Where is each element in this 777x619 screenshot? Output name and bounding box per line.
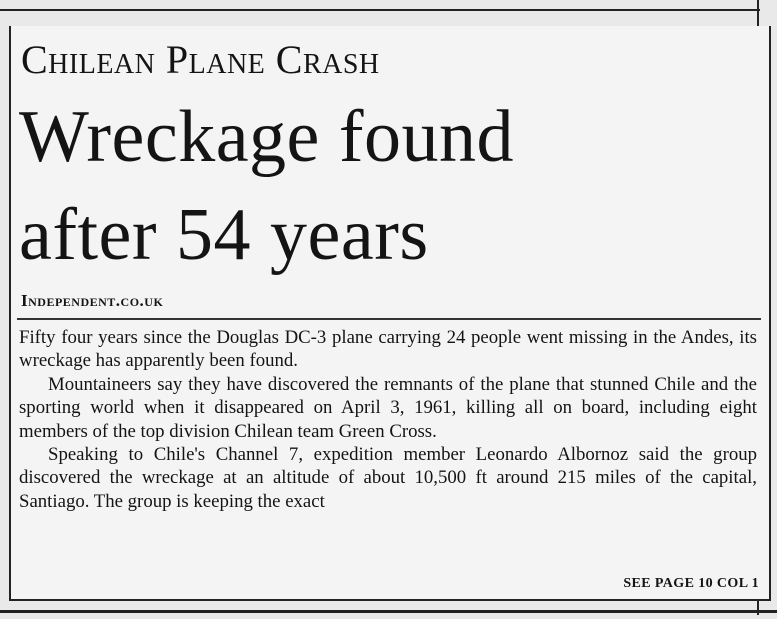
source-divider (17, 318, 761, 320)
news-clipping (9, 26, 771, 601)
source-credit: Independent.co.uk (21, 291, 164, 310)
paragraph-3: Speaking to Chile's Channel 7, expedition member Leonardo Albornoz said the group discovered the wreckage at an altitude of about 10,500 ft around 215 miles of the capital, Santiago. The group is keeping the exact (19, 444, 757, 512)
paragraph-2: Mountaineers say they have discovered the remnants of the plane that stunned Chile and the sporting world when it disappeared on April 3, 1961, killing all on board, including eight members of the top division Chilean team Green Cross. (19, 373, 757, 442)
top-border-rule (0, 9, 760, 11)
headline (19, 88, 514, 284)
paragraph-1: Fifty four years since the Douglas DC-3 plane carrying 24 people went missing in the Andes, its wreckage has apparently been found. (19, 327, 757, 372)
bottom-border-rule (0, 610, 777, 613)
headline-line-2: after 54 years (19, 194, 429, 276)
headline-line-1: Wreckage found (19, 96, 515, 178)
kicker-heading: Chilean Plane Crash (21, 37, 380, 82)
continuation-note: SEE PAGE 10 COL 1 (623, 576, 759, 591)
article-body (19, 326, 757, 513)
